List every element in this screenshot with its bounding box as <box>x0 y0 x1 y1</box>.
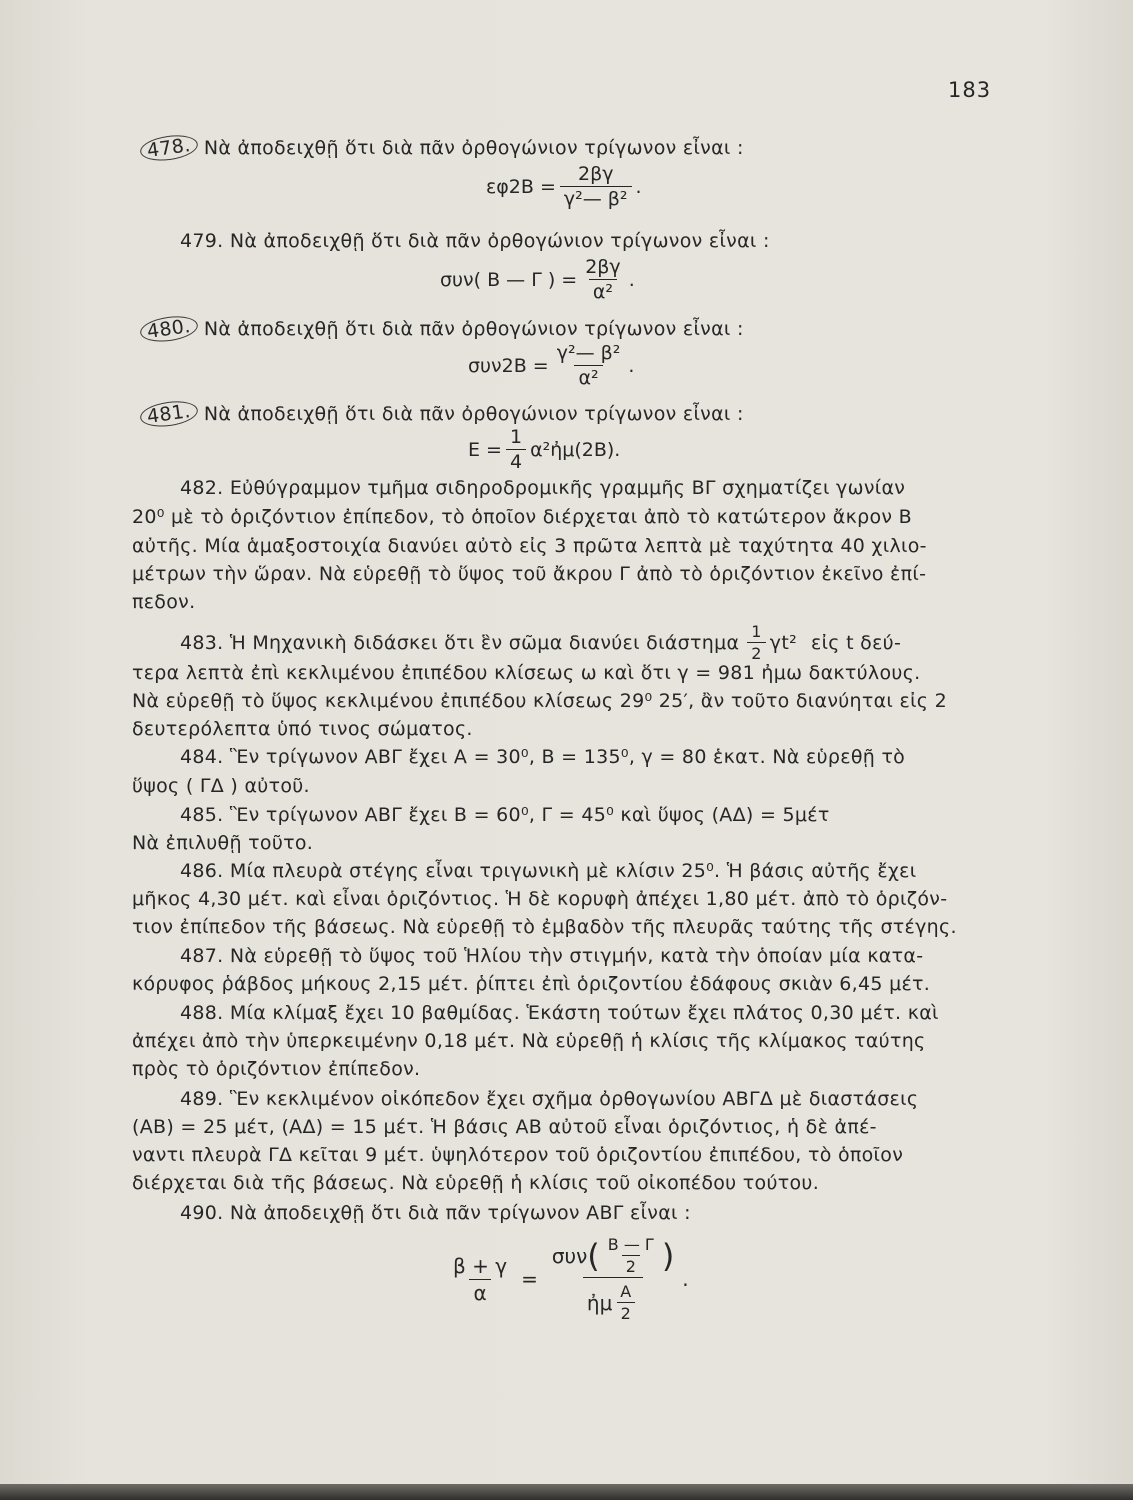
problem-text: Νὰ ἀποδειχθῇ ὅτι διὰ πᾶν ὀρθογώνιον τρίγωνον εἶναι : <box>203 137 744 159</box>
text-line: (ΑΒ) = 25 μέτ, (ΑΔ) = 15 μέτ. Ἡ βάσις ΑΒ αὐτοῦ εἶναι ὁριζόντιος, ἡ δὲ ἀπέ- <box>132 1116 877 1138</box>
text-line: διέρχεται διὰ τῆς βάσεως. Νὰ εὑρεθῇ ἡ κλίσις τοῦ οἰκοπέδου τούτου. <box>132 1172 820 1194</box>
text-line: ὕψος ( ΓΔ ) αὐτοῦ. <box>132 775 310 797</box>
formula-lhs: εφ2Β = <box>486 175 556 198</box>
text-line: τιον ἐπίπεδον τῆς βάσεως. Νὰ εὑρεθῇ τὸ ἐμβαδὸν τῆς πλευρᾶς ταύτης τῆς στέγης. <box>132 916 957 938</box>
problem-number: 481. <box>139 398 199 430</box>
text-line: 20⁰ μὲ τὸ ὁριζόντιον ἐπίπεδον, τὸ ὁποῖον διέρχεται ἀπὸ τὸ κατώτερον ἄκρον Β <box>132 506 912 528</box>
text-line: 487. Νὰ εὑρεθῇ τὸ ὕψος τοῦ Ἡλίου τὴν στιγμήν, κατὰ τὴν ὁποίαν μία κατα- <box>180 945 924 967</box>
problem-number: 480. <box>139 313 199 345</box>
numerator: Α <box>620 1282 632 1301</box>
denominator: 4 <box>506 449 526 473</box>
denominator: 2 <box>747 642 765 663</box>
formula-479 <box>440 256 635 303</box>
inner-fraction <box>604 1235 658 1276</box>
text-line: μῆκος 4,30 μέτ. καὶ εἶναι ὁριζόντιος. Ἡ δὲ κορυφὴ ἀπέχει 1,80 μέτ. ἀπὸ τὸ ὁριζόν- <box>132 888 948 910</box>
numerator: 1 <box>509 426 523 448</box>
fraction <box>581 256 624 303</box>
text-line: ἀπέχει ἀπὸ τὴν ὑπερκειμένην 0,18 μέτ. Νὰ εὑρεθῇ ἡ κλίσις τῆς κλίμακος ταύτης <box>132 1030 926 1052</box>
text-line: 483. Ἡ Μηχανικὴ διδάσκει ὅτι ἓν σῶμα διανύει διάστημα <box>180 631 740 654</box>
problem-text: Νὰ ἀποδειχθῇ ὅτι διὰ πᾶν ὀρθογώνιον τρίγωνον εἶναι : <box>203 318 744 340</box>
denominator: α² <box>574 365 602 389</box>
fraction-rhs <box>548 1235 678 1323</box>
scan-edge <box>0 1484 1133 1500</box>
formula-end: . <box>628 268 635 291</box>
numerator: 2βγ <box>577 163 614 185</box>
numerator: 1 <box>751 622 762 641</box>
formula-478 <box>486 163 642 210</box>
formula-end: . <box>682 1267 689 1291</box>
text-line: μέτρων τὴν ὥραν. Νὰ εὑρεθῇ τὸ ὕψος τοῦ ἄκρου Γ ἀπὸ τὸ ὁριζόντιον ἐκεῖνο ἐπί- <box>132 563 927 585</box>
problem-text: Νὰ ἀποδειχθῇ ὅτι διὰ πᾶν ὀρθογώνιον τρίγωνον εἶναι : <box>229 230 770 252</box>
formula-lhs: συν2Β = <box>468 354 549 377</box>
denominator: α² <box>589 279 617 303</box>
numerator: Β — Γ <box>607 1235 654 1254</box>
text-line: 488. Μία κλίμαξ ἔχει 10 βαθμίδας. Ἑκάστη τούτων ἔχει πλάτος 0,30 μέτ. καὶ <box>180 1002 939 1024</box>
text-line: 484. Ἓν τρίγωνον ΑΒΓ ἔχει Α = 30⁰, Β = 135⁰, γ = 80 ἑκατ. Νὰ εὑρεθῇ τὸ <box>180 746 906 768</box>
fraction <box>553 342 625 389</box>
problem-480 <box>145 315 744 343</box>
text-line: 482. Εὐθύγραμμον τμῆμα σιδηροδρομικῆς γραμμῆς ΒΓ σχηματίζει γωνίαν <box>180 477 906 499</box>
expression: γt² <box>769 631 797 654</box>
text-line: πρὸς τὸ ὁριζόντιον ἐπίπεδον. <box>132 1058 421 1080</box>
fraction <box>506 426 526 473</box>
text-line: πεδον. <box>132 591 196 613</box>
formula-end: . <box>635 175 642 198</box>
text-line: κόρυφος ῥάβδος μήκους 2,15 μέτ. ῥίπτει ἐπὶ ὁριζοντίου ἐδάφους σκιὰν 6,45 μέτ. <box>132 973 931 995</box>
numerator: γ²— β² <box>556 342 621 364</box>
text-line: 490. Νὰ ἀποδειχθῇ ὅτι διὰ πᾶν τρίγωνον ΑΒΓ εἶναι : <box>180 1202 691 1224</box>
numerator: 2βγ <box>585 256 621 278</box>
denominator <box>583 1277 643 1323</box>
problem-483-line <box>180 622 901 663</box>
numerator: β + γ <box>453 1253 508 1278</box>
text-tail: εἰς t δεύ- <box>811 631 902 654</box>
denominator: 2 <box>622 1255 640 1276</box>
fraction <box>747 622 765 663</box>
text-line: 489. Ἓν κεκλιμένον οἰκόπεδον ἔχει σχῆμα ὀρθογωνίου ΑΒΓΔ μὲ διαστάσεις <box>180 1088 919 1110</box>
formula-480 <box>468 342 634 389</box>
equals: = <box>521 1267 538 1291</box>
numerator <box>548 1235 678 1277</box>
text-line: δευτερόλεπτα ὑπό τινος σώματος. <box>132 718 473 740</box>
cos-label: συν <box>551 1243 588 1268</box>
text-line: 486. Μία πλευρὰ στέγης εἶναι τριγωνικὴ μὲ κλίσιν 25⁰. Ἡ βάσις αὐτῆς ἔχει <box>180 860 917 882</box>
inner-fraction <box>616 1282 635 1323</box>
fraction-lhs <box>449 1254 511 1305</box>
denominator: 2 <box>617 1302 635 1323</box>
text-line: Νὰ ἐπιλυθῇ τοῦτο. <box>132 832 314 854</box>
text-line: Νὰ εὑρεθῇ τὸ ὕψος κεκλιμένου ἐπιπέδου κλίσεως 29⁰ 25′, ἂν τοῦτο διανύηται εἰς 2 <box>132 690 947 712</box>
problem-number: 478. <box>139 132 199 164</box>
problem-number: 479. <box>180 230 224 252</box>
formula-end: α²ἠμ(2Β). <box>530 438 621 461</box>
text-line: αὐτῆς. Μία ἁμαξοστοιχία διανύει αὐτὸ εἰς 3 πρῶτα λεπτὰ μὲ ταχύτητα 40 χιλιο- <box>132 535 927 557</box>
formula-481 <box>468 426 620 473</box>
sin-label: ἠμ <box>586 1290 613 1315</box>
page-number: 183 <box>948 78 992 102</box>
fraction <box>560 163 632 210</box>
problem-text: Νὰ ἀποδειχθῇ ὅτι διὰ πᾶν ὀρθογώνιον τρίγωνον εἶναι : <box>203 403 744 425</box>
text-line: 485. Ἓν τρίγωνον ΑΒΓ ἔχει Β = 60⁰, Γ = 45⁰ καὶ ὕψος (ΑΔ) = 5μέτ <box>180 804 830 826</box>
problem-481 <box>145 400 744 428</box>
right-paren: ) <box>661 1236 675 1275</box>
text-line: ναντι πλευρὰ ΓΔ κεῖται 9 μέτ. ὑψηλότερον τοῦ ὁριζοντίου ἐπιπέδου, τὸ ὁποῖον <box>132 1144 904 1166</box>
formula-490 <box>445 1235 689 1323</box>
denominator: γ²— β² <box>560 186 632 210</box>
formula-end: . <box>628 354 635 377</box>
formula-lhs: συν( Β — Γ ) = <box>440 268 578 291</box>
left-paren: ( <box>587 1236 600 1275</box>
problem-479 <box>180 230 770 252</box>
denominator: α <box>469 1279 490 1305</box>
text-line: τερα λεπτὰ ἐπὶ κεκλιμένου ἐπιπέδου κλίσεως ω καὶ ὅτι γ = 981 ἠμω δακτύλους. <box>132 662 921 684</box>
formula-lhs: Ε = <box>468 438 502 461</box>
problem-478 <box>145 134 744 162</box>
